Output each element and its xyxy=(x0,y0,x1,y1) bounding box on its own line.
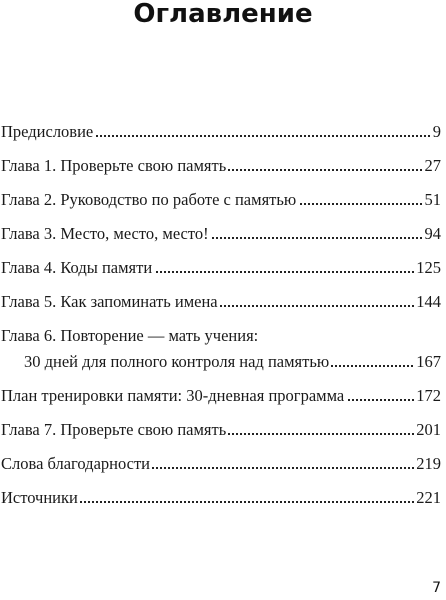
toc-entry xyxy=(1,222,441,245)
toc-entry xyxy=(1,120,441,143)
toc-entry-title: Слова благодарности xyxy=(1,454,151,473)
toc-entry-page: 221 xyxy=(416,488,441,507)
toc-entry-page: 125 xyxy=(416,258,441,277)
toc-entry-page: 201 xyxy=(416,420,441,439)
toc-entry-title: Глава 7. Проверьте свою память xyxy=(1,420,227,439)
toc-entry-page: 27 xyxy=(424,156,441,175)
toc-entry-title: Глава 1. Проверьте свою память xyxy=(1,156,227,175)
toc-entry-title: Глава 2. Руководство по работе с памятью xyxy=(1,190,297,209)
toc-entry xyxy=(1,384,441,407)
toc-entry-page: 51 xyxy=(424,190,441,209)
page-title: Оглавление xyxy=(133,0,313,29)
toc-entry-title: Глава 3. Место, место, место! xyxy=(1,224,209,243)
toc-entry-title: План тренировки памяти: 30-дневная программа xyxy=(1,386,345,405)
toc-entry-title: Источники xyxy=(1,488,78,507)
toc-entry xyxy=(1,154,441,177)
toc-entry xyxy=(1,486,441,509)
toc-entry-title: Глава 4. Коды памяти xyxy=(1,258,153,277)
toc-entry-title: Глава 6. Повторение — мать учения: xyxy=(1,326,259,345)
toc-entry xyxy=(1,256,441,279)
toc-entry-page: 94 xyxy=(424,224,441,243)
toc-entry-title: Глава 5. Как запоминать имена xyxy=(1,292,218,311)
toc-entry-page: 219 xyxy=(416,454,441,473)
toc-entry xyxy=(1,324,441,347)
toc-entry xyxy=(1,418,441,441)
toc-entry-page: 172 xyxy=(416,386,441,405)
toc-entry-page: 9 xyxy=(432,122,441,141)
toc-entry-continuation xyxy=(1,350,441,373)
toc-entry xyxy=(1,452,441,475)
toc-entry-page: 144 xyxy=(416,292,441,311)
table-of-contents xyxy=(1,120,441,520)
toc-entry-page: 167 xyxy=(416,352,441,371)
toc-entry-title: Предисловие xyxy=(1,122,94,141)
page-number: 7 xyxy=(432,580,441,596)
toc-entry-title-line2: 30 дней для полного контроля над памятью xyxy=(24,352,330,371)
toc-entry xyxy=(1,188,441,211)
toc-entry xyxy=(1,290,441,313)
